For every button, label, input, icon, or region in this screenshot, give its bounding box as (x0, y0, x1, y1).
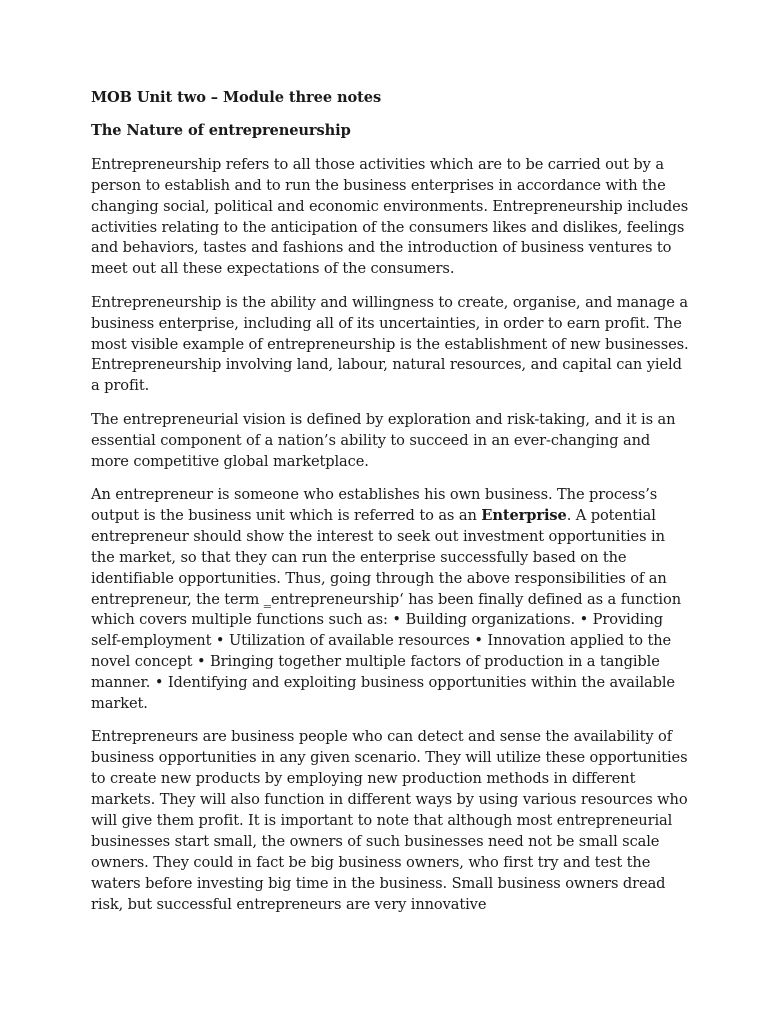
paragraph-2: Entrepreneurship is the ability and willingness to create, organise, and manage a business enterprise, including all of its uncertainties, in order to earn profit. The most visible example of entrepreneurship is the establishment of new businesses. Entrepreneurship involving land, labour, natural resources, and capital can yield a profit. (91, 293, 689, 395)
paragraph-4 (91, 485, 691, 715)
document-title: MOB Unit two – Module three notes (91, 89, 382, 106)
paragraph-1: Entrepreneurship refers to all those activities which are to be carried out by a person to establish and to run the business enterprises in accordance with the changing social, political and economic environments. Entrepreneurship includes activities relating to the anticipation of the consumers likes and dislikes, feelings and behaviors, tastes and fashions and the introduction of business ventures to meet out all these expectations of the consumers. (91, 155, 689, 278)
paragraph-4-text-end: . A potential entrepreneur should show the interest to seek out investment opportunities in the market, so that they can run the enterprise successfully based on the identifiable opportunities. Thus, going through the above responsibilities of an entrepreneur, the term ‗entrepreneurship‘ has been finally defined as a function which covers multiple functions such as: • Building organizations. • Providing self-employment • Utilization of available resources • Innovation applied to the novel concept • Bringing together multiple factors of production in a tangible manner. • Identifying and exploiting business opportunities within the available market. (91, 506, 681, 713)
section-heading: The Nature of entrepreneurship (91, 122, 351, 140)
paragraph-5: Entrepreneurs are business people who can detect and sense the availability of business opportunities in any given scenario. They will utilize these opportunities to create new products by employing new production methods in different markets. They will also function in different ways by using various resources who will give them profit. It is important to note that although most entrepreneurial businesses start small, the owners of such businesses need not be small scale owners. They could in fact be big business owners, who first try and test the waters before investing big time in the business. Small business owners dread risk, but successful entrepreneurs are very innovative (91, 728, 688, 913)
enterprise-term: Enterprise (481, 506, 567, 524)
paragraph-4-text-start: An entrepreneur is someone who establishes his own business. The process’s output is the business unit which is referred to as an (91, 486, 658, 524)
document-page (91, 88, 691, 928)
paragraph-3: The entrepreneurial vision is defined by exploration and risk-taking, and it is an essential component of a nation’s ability to succeed in an ever-changing and more competitive global marketplace. (91, 410, 676, 470)
